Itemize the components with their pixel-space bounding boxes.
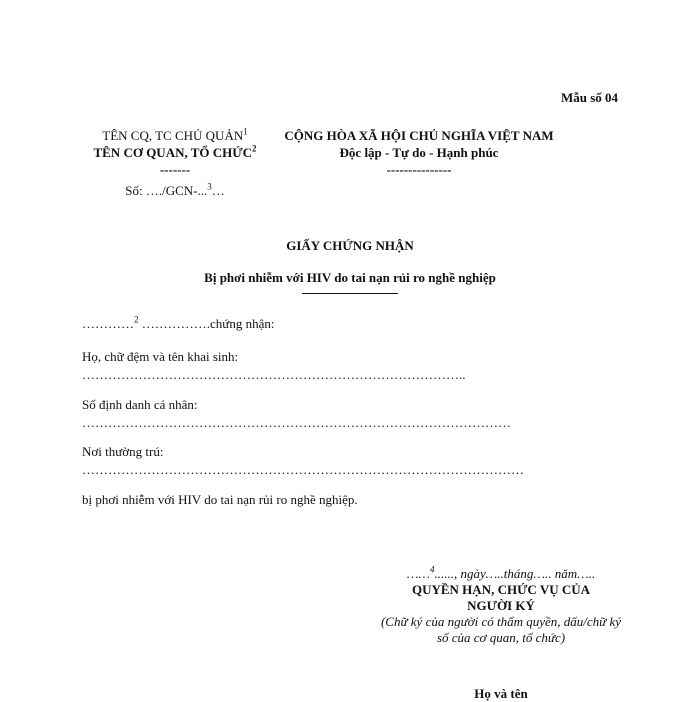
conclusion-text: bị phơi nhiễm với HIV do tai nạn rủi ro nghề nghiệp. <box>82 492 358 507</box>
managing-agency-name: TÊN CQ, TC CHỦ QUẢN <box>102 128 244 143</box>
signer-authority-line1: QUYỀN HẠN, CHỨC VỤ CỦA <box>411 582 591 597</box>
residence-label: Nơi thường trú: <box>82 444 164 459</box>
name-fill-line[interactable]: …………………………………………………………………………….. <box>82 367 466 382</box>
document-subtitle: Bị phơi nhiễm với HIV do tai nạn rủi ro nghề nghiệp <box>204 270 496 285</box>
document-number-prefix: Số: …./GCN-... <box>125 183 208 198</box>
subtitle-underline <box>302 293 398 294</box>
signer-name-label: Họ và tên <box>474 686 528 701</box>
footnote-marker: 1 <box>243 126 248 137</box>
motto-divider: --------------- <box>386 162 452 177</box>
signer-authority-line2: NGƯỜI KÝ <box>467 598 535 613</box>
signature-instruction: (Chữ ký của người có thẩm quyền, dấu/chữ ký số của cơ quan, tổ chức) <box>380 614 622 645</box>
document-title: GIẤY CHỨNG NHẬN <box>286 238 414 253</box>
document-number-suffix: … <box>211 183 225 198</box>
certifier-line <box>82 316 274 332</box>
managing-agency <box>70 127 280 144</box>
footnote-marker: 2 <box>252 143 257 154</box>
form-number: Mẫu số 04 <box>560 90 618 105</box>
place-date-line <box>372 566 630 582</box>
national-motto: Độc lập - Tự do - Hạnh phúc <box>339 145 499 160</box>
agency <box>70 144 280 161</box>
issuing-agency-header <box>70 127 280 199</box>
signature-block <box>372 566 630 646</box>
certifier-prefix: ………… <box>82 316 134 331</box>
certifier-suffix: …………….chứng nhận: <box>138 316 275 331</box>
residence-fill-line[interactable]: ………………………………………………………………………………………… <box>82 462 524 477</box>
footnote-marker: 4 <box>429 564 435 575</box>
agency-divider: ------- <box>159 162 191 177</box>
personal-id-label: Số định danh cá nhân: <box>82 397 198 412</box>
personal-id-fill-line[interactable]: ……………………………………………………………………………………… <box>82 415 511 430</box>
footnote-marker: 2 <box>134 314 139 325</box>
agency-name: TÊN CƠ QUAN, TỔ CHỨC <box>93 145 253 160</box>
document-number <box>70 182 280 199</box>
footnote-marker: 3 <box>207 181 212 192</box>
national-header <box>268 127 570 178</box>
place-prefix: …… <box>406 566 430 581</box>
name-label: Họ, chữ đệm và tên khai sinh: <box>82 349 239 364</box>
place-date-suffix: ......, ngày…..tháng….. năm….. <box>434 566 596 581</box>
country-name: CỘNG HÒA XÃ HỘI CHỦ NGHĨA VIỆT NAM <box>284 128 554 143</box>
